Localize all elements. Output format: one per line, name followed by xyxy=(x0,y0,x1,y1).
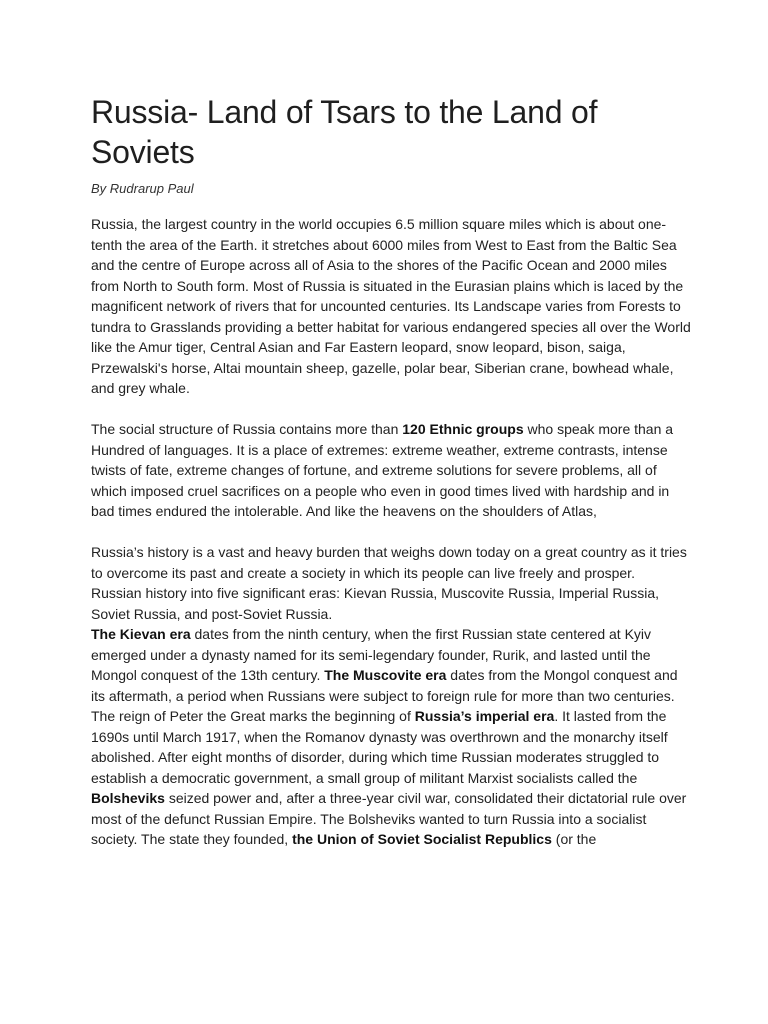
text-run: dates from the ninth century, when the first Russian state centered at Kyiv emerged under a dynasty named for its semi-legendary founder, Rurik, and lasted until the Mongol conquest of the 13th century. xyxy=(91,626,652,683)
bold-ussr: the Union of Soviet Socialist Republics xyxy=(292,831,552,847)
paragraph-eras-detail xyxy=(91,624,691,850)
bold-imperial-era: Russia’s imperial era xyxy=(414,708,555,724)
text-run: (or the xyxy=(551,831,597,847)
text-run: dates from the Mongol conquest and its aftermath, a period when Russians were subject to foreign rule for more than two centuries. The reign of Peter the Great marks the beginning of xyxy=(91,667,678,724)
text-run: . It lasted from the 1690s until March 1917, when the Romanov dynasty was overthrown and the monarchy itself abolished. After eight months of disorder, during which time Russian moderates struggled to establish a democratic government, a small group of militant Marxist socialists called the xyxy=(91,708,668,786)
text-run: The social structure of Russia contains more than xyxy=(91,421,403,437)
bold-muscovite-era: The Muscovite era xyxy=(324,667,447,683)
bold-kievan-era: The Kievan era xyxy=(91,626,191,642)
text-run: seized power and, after a three-year civil war, consolidated their dictatorial rule over most of the defunct Russian Empire. The Bolsheviks wanted to turn Russia into a socialist society. The state they founded, xyxy=(91,790,687,847)
document-page xyxy=(91,92,691,850)
text-run: who speak more than a Hundred of languages. It is a place of extremes: extreme weather, extreme contrasts, intense twists of fate, extreme changes of fortune, and extreme solutions for severe problems, all of which imposed cruel sacrifices on a people who even in good times lived with hardship and in bad times endured the intolerable. And like the heavens on the shoulders of Atlas, xyxy=(91,421,674,519)
paragraph-history-burden: Russia’s history is a vast and heavy burden that weighs down today on a great country as it tries to overcome its past and create a society in which its people can live freely and prosper. xyxy=(91,544,687,581)
paragraph-five-eras: Russian history into five significant eras: Kievan Russia, Muscovite Russia, Imperial Russia, Soviet Russia, and post-Soviet Russia. xyxy=(91,585,660,622)
paragraph-geography: Russia, the largest country in the world occupies 6.5 million square miles which is about one-tenth the area of the Earth. it stretches about 6000 miles from West to East from the Baltic Sea and the centre of Europe across all of Asia to the shores of the Pacific Ocean and 2000 miles from North to South form. Most of Russia is situated in the Eurasian plains which is laced by the magnificent network of rivers that for uncounted centuries. Its Landscape varies from Forests to tundra to Grasslands providing a better habitat for various endangered species all over the World like the Amur tiger, Central Asian and Far Eastern leopard, snow leopard, bison, saiga, Przewalski's horse, Altai mountain sheep, gazelle, polar bear, Siberian crane, bowhead whale, and grey whale. xyxy=(91,216,691,396)
bold-ethnic-groups: 120 Ethnic groups xyxy=(402,421,524,437)
document-title: Russia- Land of Tsars to the Land of Soviets xyxy=(91,94,598,170)
author-byline: By Rudrarup Paul xyxy=(91,181,194,196)
bold-bolsheviks: Bolsheviks xyxy=(91,790,165,806)
paragraph-social-structure xyxy=(91,419,691,522)
